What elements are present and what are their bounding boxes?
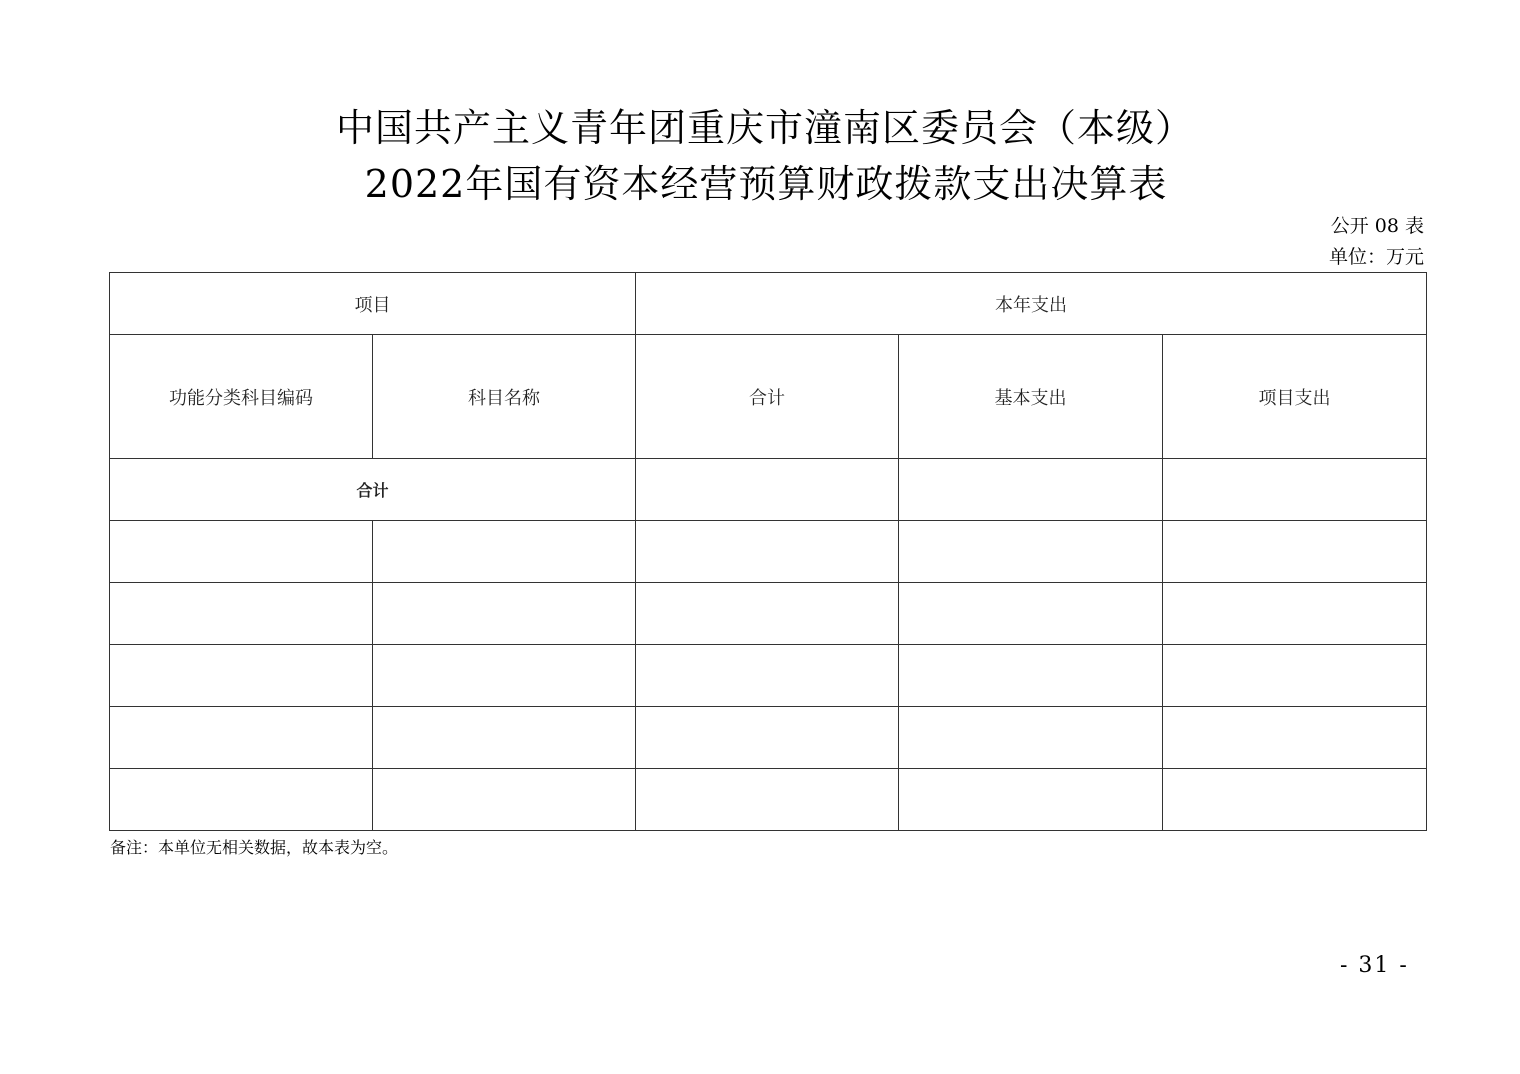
table-cell (636, 459, 899, 521)
header-subject-name: 科目名称 (373, 335, 636, 459)
table-cell (110, 645, 373, 707)
table-cell (636, 707, 899, 769)
table-cell (110, 707, 373, 769)
table-cell (373, 645, 636, 707)
table-cell (373, 583, 636, 645)
table-cell (1163, 459, 1427, 521)
table-cell (636, 645, 899, 707)
table-row (110, 707, 1427, 769)
header-row-2 (110, 335, 1427, 459)
table-cell (110, 583, 373, 645)
header-total: 合计 (636, 335, 899, 459)
table-row (110, 521, 1427, 583)
table-cell (636, 521, 899, 583)
header-function-code: 功能分类科目编码 (110, 335, 373, 459)
table-cell (373, 521, 636, 583)
table-row (110, 583, 1427, 645)
header-project-expense: 项目支出 (1163, 335, 1427, 459)
table-cell (1163, 521, 1427, 583)
document-title-line2: 2022年国有资本经营预算财政拨款支出决算表 (364, 162, 1168, 206)
table-cell (899, 459, 1163, 521)
document-title-line1: 中国共产主义青年团重庆市潼南区委员会（本级） (335, 106, 1194, 150)
table-note: 备注：本单位无相关数据，故本表为空。 (110, 838, 399, 857)
table-cell (373, 769, 636, 831)
budget-table (109, 272, 1427, 831)
table-row (110, 769, 1427, 831)
table-row (110, 645, 1427, 707)
table-cell (1163, 707, 1427, 769)
table-cell (1163, 583, 1427, 645)
table-cell (899, 583, 1163, 645)
header-item: 项目 (110, 273, 636, 335)
table-cell (1163, 645, 1427, 707)
table-cell (110, 769, 373, 831)
table-cell (636, 583, 899, 645)
unit-label: 单位：万元 (1328, 246, 1424, 268)
table-cell (899, 521, 1163, 583)
table-cell (899, 707, 1163, 769)
table-cell (373, 707, 636, 769)
table-number: 公开 08 表 (1330, 215, 1424, 237)
page-number: - 31 - (1340, 953, 1409, 978)
table-cell (636, 769, 899, 831)
table-cell (899, 645, 1163, 707)
table-cell (110, 521, 373, 583)
header-current-year-expense: 本年支出 (636, 273, 1427, 335)
total-row (110, 459, 1427, 521)
header-row-1 (110, 273, 1427, 335)
table-cell (1163, 769, 1427, 831)
total-row-label: 合计 (110, 459, 636, 521)
header-basic-expense: 基本支出 (899, 335, 1163, 459)
table-cell (899, 769, 1163, 831)
